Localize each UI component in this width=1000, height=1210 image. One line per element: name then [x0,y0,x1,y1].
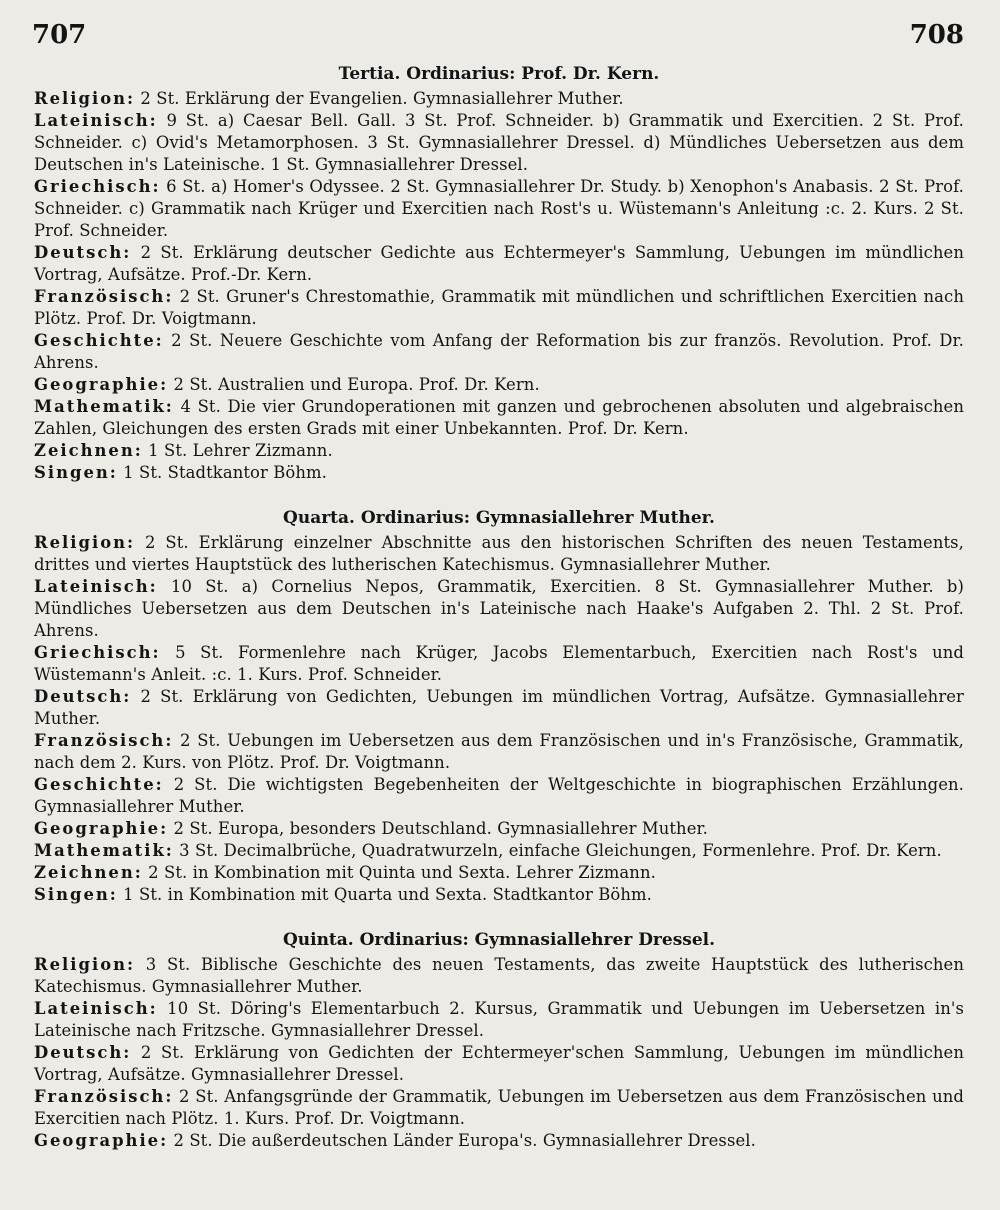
subject-name: Französisch: [34,731,174,750]
class-section [34,64,964,484]
subject-entry [34,954,964,998]
subject-description: 2 St. Neuere Geschichte vom Anfang der Reformation bis zur französ. Revolution. Prof. Dr. Ahrens. [34,331,964,372]
subject-entry [34,998,964,1042]
subject-description: 6 St. a) Homer's Odyssee. 2 St. Gymnasiallehrer Dr. Study. b) Xenophon's Anabasis. 2 St. Prof. Schneider. c) Grammatik nach Krüger und Exercitien nach Rost's u. Wüstemann's Anleitung :c. 2. Kurs. 2 St. Prof. Schneider. [34,177,964,240]
document-body [34,64,964,1176]
subject-name: Deutsch: [34,1043,132,1062]
subject-description: 1 St. Stadtkantor Böhm. [117,463,327,482]
subject-description: 2 St. Uebungen im Uebersetzen aus dem Französischen und in's Französische, Grammatik, nach dem 2. Kurs. von Plötz. Prof. Dr. Voigtmann. [34,731,964,772]
subject-description: 2 St. Die wichtigsten Begebenheiten der Weltgeschichte in biographischen Erzählungen. Gymnasiallehrer Muther. [34,775,964,816]
subject-entry [34,110,964,176]
subject-name: Lateinisch: [34,577,158,596]
section-heading: Quinta. Ordinarius: Gymnasiallehrer Dressel. [282,930,716,950]
class-section [34,508,964,906]
subject-entry [34,840,964,862]
subject-description: 2 St. in Kombination mit Quinta und Sexta. Lehrer Zizmann. [142,863,656,882]
subject-entry [34,88,964,110]
subject-entry [34,330,964,374]
subject-name: Zeichnen: [34,441,143,460]
subject-name: Geschichte: [34,331,164,350]
subject-description: 2 St. Europa, besonders Deutschland. Gymnasiallehrer Muther. [168,819,708,838]
subject-name: Mathematik: [34,841,174,860]
subject-entry [34,730,964,774]
subject-entry [34,1086,964,1130]
subject-description: 2 St. Australien und Europa. Prof. Dr. Kern. [168,375,540,394]
subject-entry [34,374,964,396]
subject-entry [34,532,964,576]
subject-description: 10 St. Döring's Elementarbuch 2. Kursus, Grammatik und Uebungen im Uebersetzen in's Lateinische nach Fritzsche. Gymnasiallehrer Dressel. [34,999,964,1040]
subject-name: Religion: [34,533,136,552]
subject-description: 2 St. Erklärung von Gedichten, Uebungen im mündlichen Vortrag, Aufsätze. Gymnasiallehrer Muther. [34,687,964,728]
subject-description: 5 St. Formenlehre nach Krüger, Jacobs Elementarbuch, Exercitien nach Rost's und Wüstemann's Anleit. :c. 1. Kurs. Prof. Schneider. [34,643,964,684]
subject-description: 2 St. Erklärung einzelner Abschnitte aus den historischen Schriften des neuen Testaments, drittes und viertes Hauptstück des lutherischen Katechismus. Gymnasiallehrer Muther. [34,533,964,574]
page-number-right: 708 [909,20,964,50]
subject-description: 2 St. Erklärung deutscher Gedichte aus Echtermeyer's Sammlung, Uebungen im mündlichen Vortrag, Aufsätze. Prof.-Dr. Kern. [34,243,964,284]
subject-entry [34,642,964,686]
subject-description: 2 St. Die außerdeutschen Länder Europa's. Gymnasiallehrer Dressel. [168,1131,756,1150]
subject-name: Zeichnen: [34,863,143,882]
subject-entry [34,462,964,484]
subject-entry [34,818,964,840]
subject-entry [34,440,964,462]
subject-name: Lateinisch: [34,111,158,130]
subject-name: Französisch: [34,1087,174,1106]
subject-entry [34,176,964,242]
subject-entry [34,576,964,642]
subject-description: 3 St. Biblische Geschichte des neuen Testaments, das zweite Hauptstück des lutherischen Katechismus. Gymnasiallehrer Muther. [34,955,964,996]
subject-name: Geographie: [34,375,169,394]
subject-name: Religion: [34,955,136,974]
subject-description: 2 St. Erklärung von Gedichten der Echtermeyer'schen Sammlung, Uebungen im mündlichen Vortrag, Aufsätze. Gymnasiallehrer Dressel. [34,1043,964,1084]
subject-description: 3 St. Decimalbrüche, Quadratwurzeln, einfache Gleichungen, Formenlehre. Prof. Dr. Kern. [173,841,942,860]
subject-description: 1 St. in Kombination mit Quarta und Sexta. Stadtkantor Böhm. [117,885,652,904]
subject-name: Geschichte: [34,775,164,794]
subject-name: Deutsch: [34,687,132,706]
page-number-left: 707 [32,20,87,50]
subject-description: 4 St. Die vier Grundoperationen mit ganzen und gebrochenen absoluten und algebraischen Zahlen, Gleichungen des ersten Grads mit einer Unbekannten. Prof. Dr. Kern. [34,397,964,438]
subject-description: 1 St. Lehrer Zizmann. [142,441,333,460]
subject-name: Griechisch: [34,177,161,196]
subject-entry [34,1130,964,1152]
subject-entry [34,1042,964,1086]
subject-name: Singen: [34,463,118,482]
subject-entry [34,242,964,286]
subject-entry [34,774,964,818]
subject-entry [34,686,964,730]
section-heading: Quarta. Ordinarius: Gymnasiallehrer Muther. [283,508,715,528]
subject-description: 2 St. Gruner's Chrestomathie, Grammatik mit mündlichen und schriftlichen Exercitien nach Plötz. Prof. Dr. Voigtmann. [34,287,964,328]
subject-name: Französisch: [34,287,174,306]
subject-name: Griechisch: [34,643,161,662]
subject-name: Mathematik: [34,397,174,416]
class-section [34,930,964,1152]
subject-description: 2 St. Anfangsgründe der Grammatik, Uebungen im Uebersetzen aus dem Französischen und Exercitien nach Plötz. 1. Kurs. Prof. Dr. Voigtmann. [34,1087,964,1128]
subject-name: Geographie: [34,819,169,838]
subject-description: 10 St. a) Cornelius Nepos, Grammatik, Exercitien. 8 St. Gymnasiallehrer Muther. b) Mündliches Uebersetzen aus dem Deutschen in's Lateinische nach Haake's Aufgaben 2. Thl. 2 St. Prof. Ahrens. [34,577,964,640]
subject-name: Lateinisch: [34,999,158,1018]
subject-name: Singen: [34,885,118,904]
subject-name: Deutsch: [34,243,132,262]
section-heading: Tertia. Ordinarius: Prof. Dr. Kern. [338,64,660,84]
subject-description: 2 St. Erklärung der Evangelien. Gymnasiallehrer Muther. [135,89,624,108]
subject-name: Religion: [34,89,136,108]
subject-name: Geographie: [34,1131,169,1150]
subject-entry [34,286,964,330]
subject-entry [34,884,964,906]
subject-entry [34,862,964,884]
subject-entry [34,396,964,440]
subject-description: 9 St. a) Caesar Bell. Gall. 3 St. Prof. Schneider. b) Grammatik und Exercitien. 2 St. Prof. Schneider. c) Ovid's Metamorphosen. 3 St. Gymnasiallehrer Dressel. d) Mündliches Uebersetzen aus dem Deutschen in's Lateinische. 1 St. Gymnasiallehrer Dressel. [34,111,964,174]
